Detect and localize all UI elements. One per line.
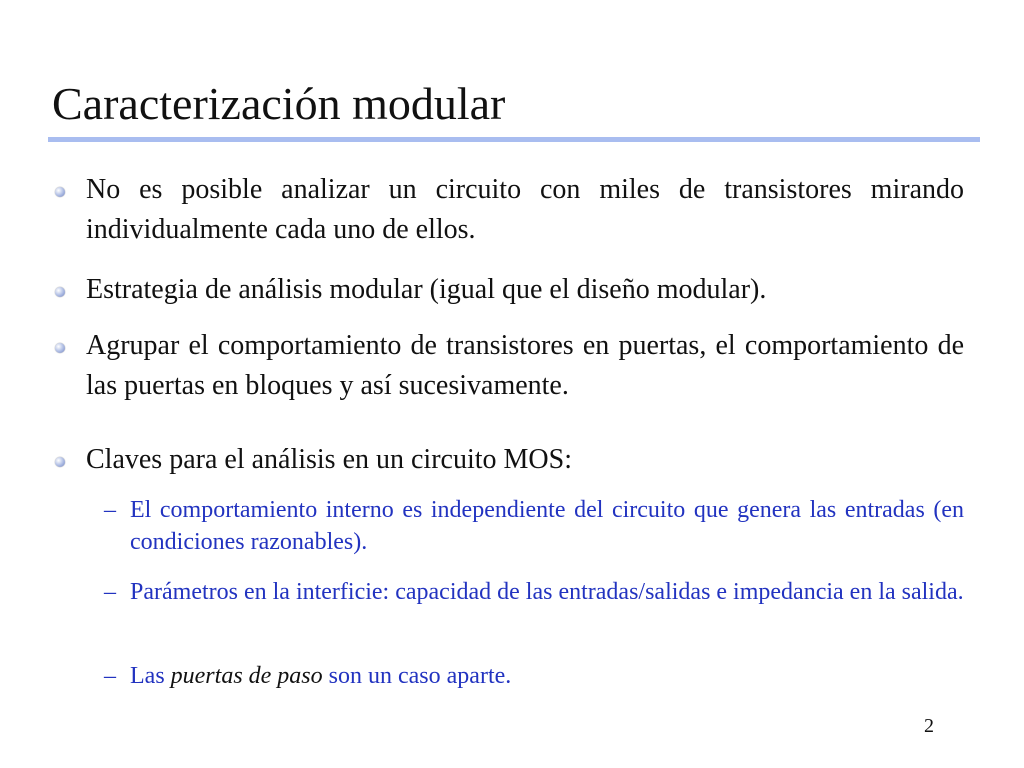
- sub-bullet-item: Parámetros en la interficie: capacidad de las entradas/salidas e impedancia en la salida.: [130, 579, 964, 605]
- bullet-item: Claves para el análisis en un circuito MOS:: [86, 444, 572, 475]
- sub-bullet-text: Las: [130, 663, 165, 689]
- bullet-dot-icon: [55, 287, 65, 297]
- bullet-dot-icon: [55, 187, 65, 197]
- dash-icon: –: [104, 663, 116, 689]
- slide-title: Caracterización modular: [52, 78, 506, 129]
- sub-bullet-text: son un caso aparte.: [328, 663, 512, 689]
- title-underline: [48, 137, 980, 142]
- page-number: 2: [924, 715, 934, 737]
- sub-bullet-item: [130, 660, 964, 692]
- dash-icon: –: [104, 579, 116, 605]
- bullet-dot-icon: [55, 457, 65, 467]
- dash-icon: –: [104, 497, 116, 523]
- sub-bullet-emphasis: puertas de paso: [170, 663, 323, 689]
- bullet-item: No es posible analizar un circuito con miles de transistores mirando individualmente cada uno de ellos.: [86, 174, 964, 245]
- bullet-dot-icon: [55, 343, 65, 353]
- bullet-item: Agrupar el comportamiento de transistores en puertas, el comportamiento de las puertas en bloques y así sucesivamente.: [86, 330, 964, 401]
- bullet-item: Estrategia de análisis modular (igual que el diseño modular).: [86, 274, 767, 305]
- sub-bullet-item: El comportamiento interno es independiente del circuito que genera las entradas (en condiciones razonables).: [130, 497, 964, 555]
